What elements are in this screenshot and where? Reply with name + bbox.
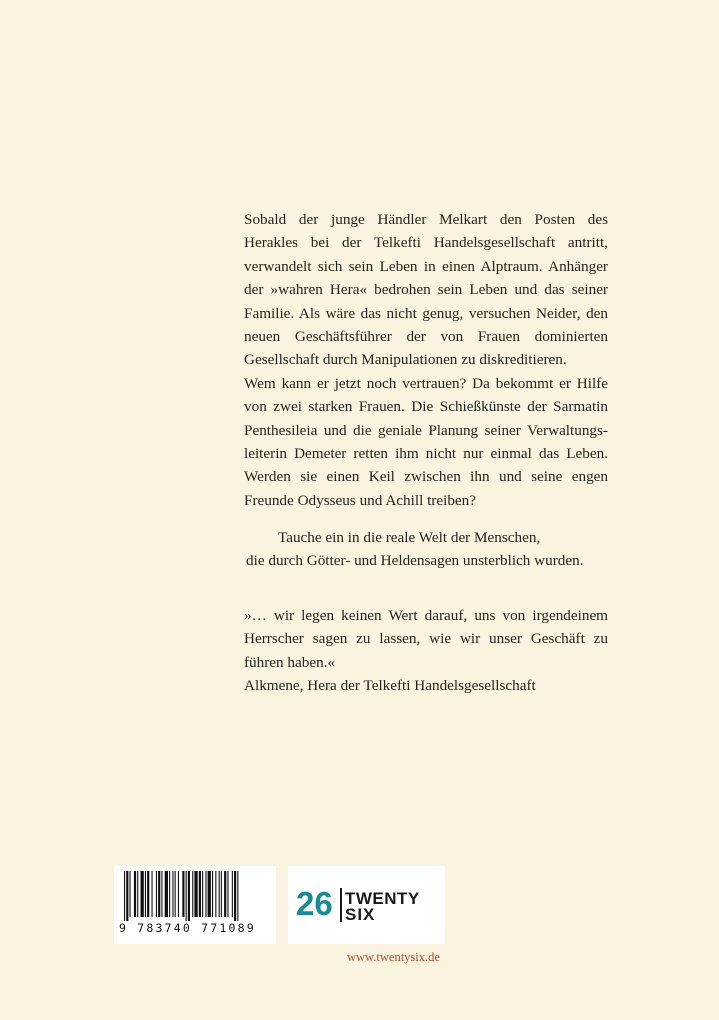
barcode-bar [178, 871, 179, 917]
blurb-line: Sobald der junge Händler Melkart den Posten des [244, 211, 608, 228]
barcode-bar [141, 871, 144, 917]
quote-line: »… wir legen keinen Wert darauf, uns von irgendeinem [244, 607, 608, 624]
blurb-line: der »wahren Hera« bedrohen sein Leben und das seiner [244, 281, 608, 299]
barcode-bar [124, 871, 125, 921]
barcode-bar [215, 871, 216, 917]
blurb-line: von zwei starken Frauen. Die Schießkünste der Sarmatin [244, 398, 608, 416]
barcode-bar [147, 871, 149, 917]
barcode-bar [182, 871, 184, 917]
barcode-bar [186, 871, 187, 921]
barcode-bar [156, 871, 157, 917]
quote-block [244, 604, 608, 698]
logo-word-six: SIX [345, 905, 376, 924]
barcode-bar [188, 871, 190, 921]
barcode-bar [212, 871, 213, 917]
blurb-line: verwandelt sich sein Leben in einen Alptraum. Anhänger [244, 257, 608, 275]
blurb-line: Gesellschaft durch Manipulationen zu diskreditieren. [244, 351, 567, 369]
barcode-bar [165, 871, 168, 917]
logo-number: 26 [296, 885, 333, 922]
blurb-line: Wem kann er jetzt noch vertrauen? Da bekommt er Hilfe [244, 374, 608, 392]
barcode-bar [227, 871, 228, 917]
barcode-bar [175, 871, 176, 917]
isbn-barcode [114, 866, 276, 944]
blurb-line: Werden sie einen Keil zwischen ihn und seine engen [244, 468, 608, 486]
barcode-bar [199, 871, 201, 917]
barcode-bar [158, 871, 160, 917]
blurb-line: Penthesileia und die geniale Planung seiner Verwaltungs- [244, 421, 608, 439]
quote-attribution: Alkmene, Hera der Telkefti Handelsgesellschaft [244, 677, 536, 695]
barcode-bar [221, 871, 222, 917]
barcode-bar [152, 871, 153, 917]
barcode-bar [224, 871, 226, 917]
barcode-bar [234, 871, 236, 921]
logo-divider [340, 888, 342, 922]
barcode-bar [208, 871, 211, 917]
quote-line: führen haben.« [244, 653, 336, 671]
barcode-bar [130, 871, 131, 917]
barcode-bar [134, 871, 136, 917]
barcode-bar [172, 871, 173, 917]
barcode-bar [232, 871, 233, 917]
blurb-line: Familie. Als wäre das nicht genug, versuchen Neider, den [244, 304, 608, 322]
blurb-line: neuen Geschäftsführer der von Frauen dominierten [244, 327, 608, 345]
barcode-bar [169, 871, 170, 917]
barcode-bars [120, 871, 270, 921]
blurb-line: Herakles bei der Telkefti Handelsgesellschaft antritt, [244, 234, 608, 252]
barcode-bar [202, 871, 203, 917]
blurb-line: Freunde Odysseus und Achill treiben? [244, 491, 476, 509]
barcode-bar [205, 871, 206, 917]
barcode-digits: 9 783740 771089 [119, 921, 256, 935]
publisher-url[interactable]: www.twentysix.de [347, 950, 440, 964]
barcode-bar [219, 871, 220, 917]
back-cover-blurb [244, 208, 608, 512]
tagline-line-2: die durch Götter- und Heldensagen unsterblich wurden. [246, 552, 584, 570]
barcode-bar [161, 871, 162, 917]
logo-word-twenty: TWENTY [345, 889, 420, 908]
barcode-bar [126, 871, 128, 921]
barcode-bar [192, 871, 193, 917]
publisher-logo [288, 866, 445, 944]
barcode-bar [237, 871, 238, 921]
quote-line: Herrscher sagen zu lassen, wie wir unser Geschäft zu [244, 630, 608, 648]
barcode-bar [137, 871, 138, 917]
blurb-line: leiterin Demeter retten ihm nicht nur einmal das Leben. [244, 444, 608, 462]
tagline-line-1: Tauche ein in die reale Welt der Menschen, [278, 529, 541, 546]
barcode-bar [194, 871, 197, 917]
barcode-bar [145, 871, 146, 917]
